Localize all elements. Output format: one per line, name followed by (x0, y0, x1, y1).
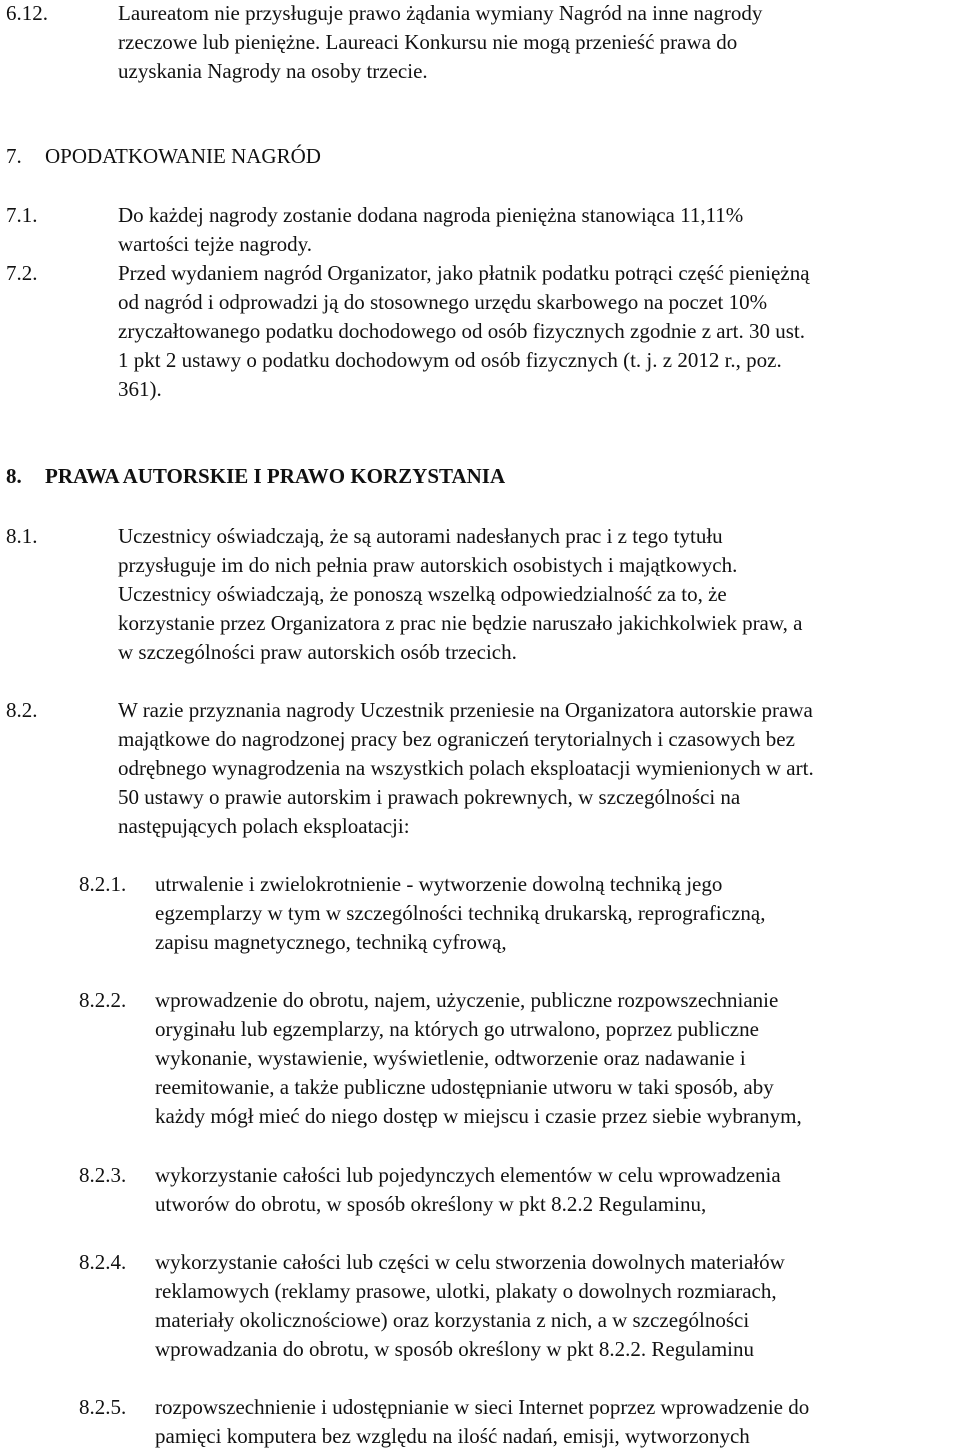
text-line: przysługuje im do nich pełnia praw autorskich osobistych i majątkowych. (118, 553, 738, 577)
text-line: zryczałtowanego podatku dochodowego od osób fizycznych zgodnie z art. 30 ust. (118, 319, 805, 343)
text-line: oryginału lub egzemplarzy, na których go utrwalono, poprzez publiczne (155, 1017, 759, 1041)
clause-text (155, 1393, 809, 1451)
clause-number: 8.2.1. (79, 872, 127, 896)
text-line: materiały okolicznościowe) oraz korzystania z nich, a w szczególności (155, 1308, 750, 1332)
clause-text (118, 696, 814, 841)
text-line: reklamowych (reklamy prasowe, ulotki, plakaty o dowolnych rozmiarach, (155, 1279, 777, 1303)
text-line: wykorzystanie całości lub części w celu stworzenia dowolnych materiałów (155, 1250, 785, 1274)
heading-number: 8. (6, 464, 22, 488)
heading-title: OPODATKOWANIE NAGRÓD (45, 144, 321, 168)
text-line: rzeczowe lub pieniężne. Laureaci Konkursu nie mogą przenieść prawa do (118, 30, 738, 54)
text-line: korzystanie przez Organizatora z prac nie będzie naruszało jakichkolwiek praw, a (118, 611, 803, 635)
clause-text (118, 0, 762, 86)
text-line: od nagród i odprowadzi ją do stosownego urzędu skarbowego na poczet 10% (118, 290, 768, 314)
text-line: rozpowszechnienie i udostępnianie w sieci Internet poprzez wprowadzenie do (155, 1395, 810, 1419)
clause-number: 8.2.3. (79, 1163, 127, 1187)
text-line: 50 ustawy o prawie autorskim i prawach pokrewnych, w szczególności na (118, 785, 741, 809)
text-line: wprowadzenie do obrotu, najem, użyczenie, publiczne rozpowszechnianie (155, 988, 779, 1012)
text-line: utrwalenie i zwielokrotnienie - wytworzenie dowolną techniką jego (155, 872, 723, 896)
clause-number: 6.12. (6, 1, 48, 25)
text-line: w szczególności praw autorskich osób trzecich. (118, 640, 517, 664)
clause-number: 8.2.2. (79, 988, 127, 1012)
clause-text (155, 986, 802, 1131)
clause-text (118, 201, 743, 259)
text-line: pamięci komputera bez względu na ilość nadań, emisji, wytworzonych (155, 1424, 750, 1448)
text-line: Laureatom nie przysługuje prawo żądania wymiany Nagród na inne nagrody (118, 1, 763, 25)
clause-number: 8.2. (6, 698, 38, 722)
clause-text (155, 870, 765, 957)
text-line: Uczestnicy oświadczają, że ponoszą wszelką odpowiedzialność za to, że (118, 582, 727, 606)
text-line: wartości tejże nagrody. (118, 232, 312, 256)
text-line: Uczestnicy oświadczają, że są autorami nadesłanych prac i z tego tytułu (118, 524, 723, 548)
clause-number: 7.1. (6, 203, 38, 227)
text-line: każdy mógł mieć do niego dostęp w miejscu i czasie przez siebie wybranym, (155, 1104, 802, 1128)
clause-text (155, 1161, 781, 1219)
text-line: Przed wydaniem nagród Organizator, jako płatnik podatku potrąci część pieniężną (118, 261, 810, 285)
text-line: wprowadzania do obrotu, w sposób określony w pkt 8.2.2. Regulaminu (155, 1337, 755, 1361)
text-line: następujących polach eksploatacji: (118, 814, 410, 838)
text-line: reemitowanie, a także publiczne udostępnianie utworu w taki sposób, aby (155, 1075, 774, 1099)
clause-text (118, 259, 810, 404)
text-line: W razie przyznania nagrody Uczestnik przeniesie na Organizatora autorskie prawa (118, 698, 813, 722)
clause-text (118, 522, 803, 667)
text-line: 361). (118, 377, 162, 401)
clause-number: 8.2.5. (79, 1395, 127, 1419)
heading-number: 7. (6, 144, 22, 168)
text-line: zapisu magnetycznego, techniką cyfrową, (155, 930, 507, 954)
heading-title: PRAWA AUTORSKIE I PRAWO KORZYSTANIA (45, 464, 506, 488)
text-line: uzyskania Nagrody na osoby trzecie. (118, 59, 428, 83)
text-line: 1 pkt 2 ustawy o podatku dochodowym od osób fizycznych (t. j. z 2012 r., poz. (118, 348, 782, 372)
text-line: wykonanie, wystawienie, wyświetlenie, odtworzenie oraz nadawanie i (155, 1046, 746, 1070)
text-line: majątkowe do nagrodzonej pracy bez ograniczeń terytorialnych i czasowych bez (118, 727, 795, 751)
text-line: egzemplarzy w tym w szczególności techniką drukarską, reprograficzną, (155, 901, 766, 925)
text-line: Do każdej nagrody zostanie dodana nagroda pieniężna stanowiąca 11,11% (118, 203, 744, 227)
text-line: odrębnego wynagrodzenia na wszystkich polach eksploatacji wymienionych w art. (118, 756, 814, 780)
clause-number: 8.1. (6, 524, 38, 548)
text-line: utworów do obrotu, w sposób określony w pkt 8.2.2 Regulaminu, (155, 1192, 707, 1216)
clause-text (155, 1248, 785, 1364)
clause-number: 8.2.4. (79, 1250, 127, 1274)
text-line: wykorzystanie całości lub pojedynczych elementów w celu wprowadzenia (155, 1163, 781, 1187)
clause-number: 7.2. (6, 261, 38, 285)
